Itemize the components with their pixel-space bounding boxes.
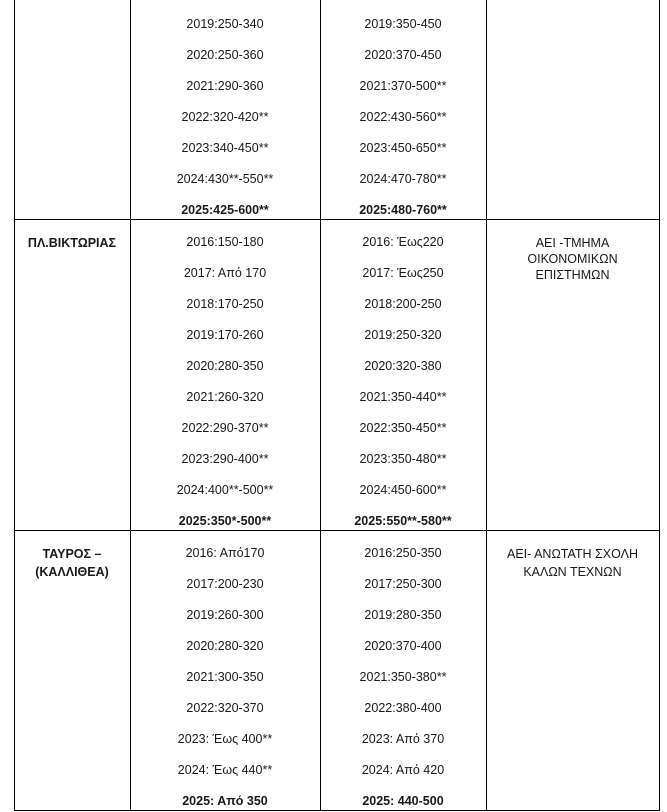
price-range-entry: 2022:380-400 (364, 701, 442, 715)
area-cell (14, 0, 130, 219)
price-range-entry: 2024:400**-500** (176, 483, 274, 497)
price-range-entry: 2025: Από 350 (182, 794, 268, 808)
institution-cell (486, 0, 659, 219)
price-range-entry: 2017:250-300 (364, 577, 442, 591)
range-b-cell (320, 219, 486, 530)
price-range-entry: 2024: Από 420 (361, 763, 445, 777)
price-range-entry: 2019:260-300 (186, 608, 264, 622)
price-range-entry: 2020:370-450 (364, 48, 442, 62)
table-row (14, 0, 660, 219)
institution-line: ΕΠΙΣΤΗΜΩΝ (535, 268, 610, 282)
range-a-cell (130, 0, 320, 219)
price-range-entry: 2023:350-480** (359, 452, 447, 466)
price-range-entry: 2022:350-450** (359, 421, 447, 435)
price-range-entry: 2023:450-650** (359, 141, 447, 155)
price-range-entry: 2018:170-250 (186, 297, 264, 311)
price-range-entry: 2016:150-180 (186, 235, 264, 249)
price-range-entry: 2020:280-350 (186, 359, 264, 373)
price-range-entry: 2023:290-400** (181, 452, 269, 466)
price-range-entry: 2020:280-320 (186, 639, 264, 653)
table-row (14, 219, 660, 530)
price-range-entry: 2017: Έως250 (362, 266, 444, 280)
price-range-entry: 2021:260-320 (186, 390, 264, 404)
area-cell (14, 219, 130, 530)
price-range-entry: 2021:350-380** (359, 670, 447, 684)
price-range-entry: 2019:350-450 (364, 17, 442, 31)
institution-line: ΟΙΚΟΝΟΜΙΚΩΝ (527, 252, 618, 266)
price-range-entry: 2022:320-370 (186, 701, 264, 715)
price-range-entry: 2022:430-560** (359, 110, 447, 124)
area-cell (14, 530, 130, 810)
price-range-entry: 2016:250-350 (364, 546, 442, 560)
price-range-entry: 2025:350*-500** (178, 514, 272, 528)
price-range-entry: 2025: 440-500 (362, 794, 444, 808)
table-row (14, 530, 660, 810)
price-range-entry: 2022:320-420** (181, 110, 269, 124)
price-range-entry: 2021:370-500** (359, 79, 447, 93)
institution-line: ΑΕΙ- ΑΝΩΤΑΤΗ ΣΧΟΛΗ (507, 547, 638, 561)
area-name: ΠΛ.ΒΙΚΤΩΡΙΑΣ (27, 236, 117, 250)
institution-cell (486, 530, 659, 810)
range-a-cell (130, 530, 320, 810)
area-name-line: ΤΑΥΡΟΣ – (42, 547, 102, 561)
price-range-entry: 2023:340-450** (181, 141, 269, 155)
price-range-entry: 2021:290-360 (186, 79, 264, 93)
price-range-entry: 2018:200-250 (364, 297, 442, 311)
price-range-entry: 2025:480-760** (359, 203, 447, 217)
price-range-entry: 2019:250-320 (364, 328, 442, 342)
range-b-cell (320, 0, 486, 219)
range-a-cell (130, 219, 320, 530)
table-border-bottom (14, 810, 660, 811)
price-range-entry: 2017: Από 170 (183, 266, 267, 280)
price-range-entry: 2019:170-260 (186, 328, 264, 342)
price-range-entry: 2022:290-370** (181, 421, 269, 435)
price-range-entry: 2023: Έως 400** (177, 732, 273, 746)
institution-line: ΑΕΙ -ΤΜΗΜΑ (535, 236, 610, 250)
price-range-entry: 2019:250-340 (186, 17, 264, 31)
price-range-entry: 2021:350-440** (359, 390, 447, 404)
range-b-cell (320, 530, 486, 810)
price-range-entry: 2020:370-400 (364, 639, 442, 653)
institution-line: ΚΑΛΩΝ ΤΕΧΝΩΝ (523, 565, 622, 579)
price-range-entry: 2021:300-350 (186, 670, 264, 684)
price-range-entry: 2020:250-360 (186, 48, 264, 62)
price-range-entry: 2016: Έως220 (362, 235, 444, 249)
area-name-line: (ΚΑΛΛΙΘΕΑ) (35, 565, 109, 579)
institution-cell (486, 219, 659, 530)
price-range-entry: 2017:200-230 (186, 577, 264, 591)
price-range-entry: 2025:425-600** (181, 203, 269, 217)
price-range-entry: 2020:320-380 (364, 359, 442, 373)
price-range-entry: 2019:280-350 (364, 608, 442, 622)
price-range-entry: 2024:450-600** (359, 483, 447, 497)
price-range-entry: 2025:550**-580** (354, 514, 452, 528)
price-range-entry: 2024:470-780** (359, 172, 447, 186)
price-range-entry: 2024:430**-550** (176, 172, 274, 186)
price-range-entry: 2016: Από170 (185, 546, 265, 560)
price-range-entry: 2024: Έως 440** (177, 763, 273, 777)
price-range-entry: 2023: Από 370 (361, 732, 445, 746)
